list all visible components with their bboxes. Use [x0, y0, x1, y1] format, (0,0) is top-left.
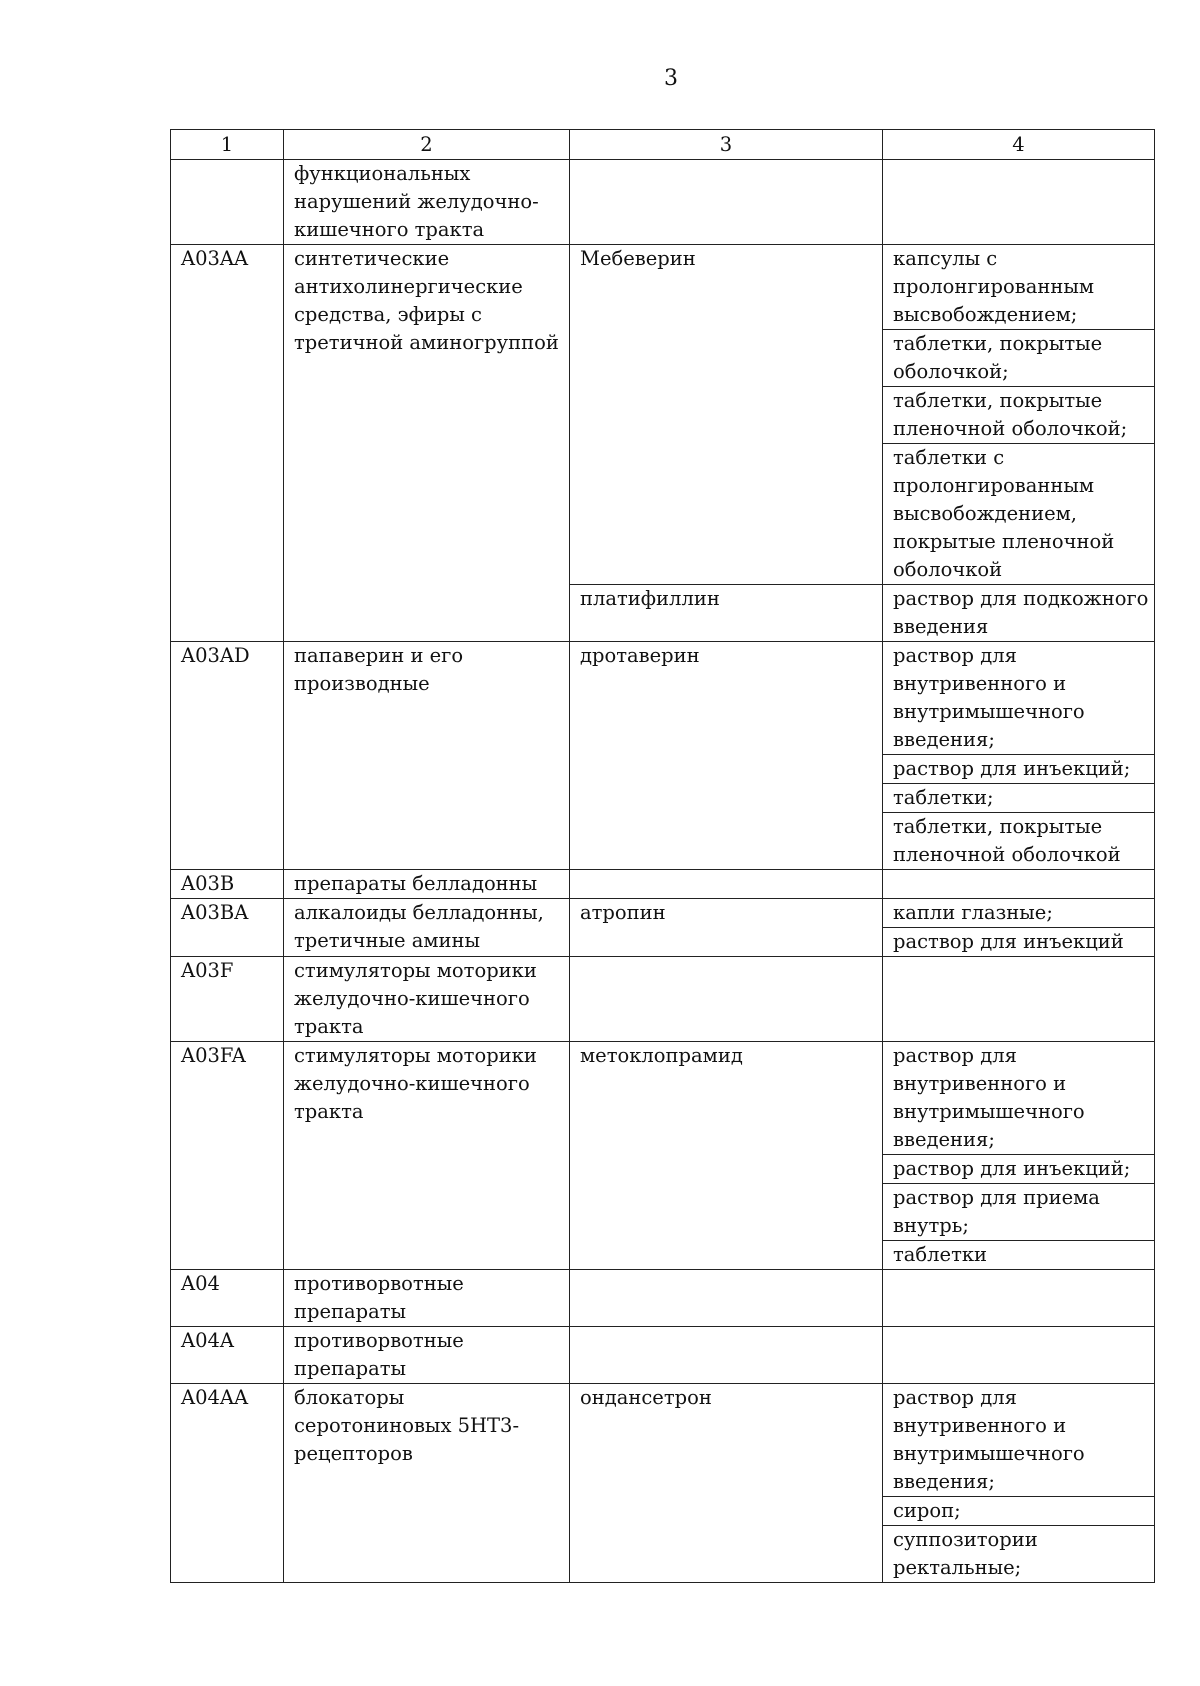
group-name-cell: стимуляторы моторики желудочно-кишечного тракта: [284, 1042, 570, 1270]
atc-code-cell: A03B: [171, 870, 284, 899]
dosage-form: суппозитории ректальные;: [883, 1525, 1154, 1582]
group-name-cell: противорвотные препараты: [284, 1270, 570, 1327]
dosage-form: раствор для приема внутрь;: [883, 1183, 1154, 1240]
substance-cell: ондансетрон: [570, 1384, 883, 1583]
substance-cell: Мебеверин: [570, 245, 883, 585]
dosage-form: раствор для инъекций;: [883, 754, 1154, 783]
dosage-form: капсулы с пролонгированным высвобождением;: [893, 247, 1095, 326]
substance-cell: метоклопрамид: [570, 1042, 883, 1270]
dosage-form: таблетки, покрытые пленочной оболочкой: [883, 812, 1154, 869]
dosage-form: раствор для внутривенного и внутримышечного введения;: [893, 1044, 1085, 1151]
substance-cell: [570, 957, 883, 1042]
atc-code-cell: A03FA: [171, 1042, 284, 1270]
dosage-forms-cell: [883, 585, 1155, 642]
dosage-form: раствор для инъекций;: [883, 1154, 1154, 1183]
group-name-cell: функциональных нарушений желудочно-кишечного тракта: [284, 160, 570, 245]
atc-code-cell: [171, 160, 284, 245]
dosage-form: таблетки, покрытые оболочкой;: [883, 329, 1154, 386]
table-row: [171, 1042, 1155, 1270]
substance-cell: атропин: [570, 899, 883, 957]
atc-code-cell: A03AA: [171, 245, 284, 642]
atc-code-cell: A04A: [171, 1327, 284, 1384]
dosage-form: таблетки, покрытые пленочной оболочкой;: [883, 386, 1154, 443]
group-name-cell: противорвотные препараты: [284, 1327, 570, 1384]
group-name-cell: препараты белладонны: [284, 870, 570, 899]
table-row: [171, 957, 1155, 1042]
table-row: [171, 1270, 1155, 1327]
atc-code-cell: A03BA: [171, 899, 284, 957]
group-name-cell: синтетические антихолинергические средства, эфиры с третичной аминогруппой: [284, 245, 570, 642]
column-header: 1: [171, 130, 284, 160]
table-row: [171, 642, 1155, 870]
group-name-cell: стимуляторы моторики желудочно-кишечного тракта: [284, 957, 570, 1042]
group-name-cell: папаверин и его производные: [284, 642, 570, 870]
dosage-forms-cell: [883, 957, 1155, 1042]
dosage-form: сироп;: [883, 1496, 1154, 1525]
table-row: [171, 1384, 1155, 1583]
dosage-forms-cell: [883, 1384, 1155, 1583]
page-number: 3: [664, 66, 678, 91]
dosage-forms-cell: [883, 870, 1155, 899]
column-header: 4: [883, 130, 1155, 160]
table-row: [171, 1327, 1155, 1384]
atc-code-cell: A04AA: [171, 1384, 284, 1583]
dosage-forms-cell: [883, 899, 1155, 957]
dosage-form: раствор для внутривенного и внутримышечного введения;: [893, 1386, 1085, 1493]
dosage-form: раствор для внутривенного и внутримышечного введения;: [893, 644, 1085, 751]
atc-code-cell: A04: [171, 1270, 284, 1327]
dosage-forms-cell: [883, 1327, 1155, 1384]
substance-cell: дротаверин: [570, 642, 883, 870]
drug-table: [170, 129, 1155, 1583]
substance-cell: [570, 1327, 883, 1384]
dosage-form: капли глазные;: [893, 901, 1053, 924]
group-name-cell: алкалоиды белладонны, третичные амины: [284, 899, 570, 957]
group-name-cell: блокаторы серотониновых 5HT3-рецепторов: [284, 1384, 570, 1583]
atc-code-cell: A03AD: [171, 642, 284, 870]
substance-cell: [570, 870, 883, 899]
table-row: [171, 899, 1155, 957]
dosage-form: раствор для подкожного введения: [893, 587, 1149, 638]
table-row: [171, 245, 1155, 585]
substance-cell: [570, 1270, 883, 1327]
column-header: 2: [284, 130, 570, 160]
dosage-forms-cell: [883, 642, 1155, 870]
table-row: [171, 870, 1155, 899]
column-header: 3: [570, 130, 883, 160]
dosage-form: таблетки: [883, 1240, 1154, 1269]
dosage-form: таблетки;: [883, 783, 1154, 812]
dosage-forms-cell: [883, 245, 1155, 585]
dosage-forms-cell: [883, 160, 1155, 245]
dosage-forms-cell: [883, 1270, 1155, 1327]
table-row: [171, 160, 1155, 245]
substance-cell: [570, 160, 883, 245]
dosage-forms-cell: [883, 1042, 1155, 1270]
dosage-form: таблетки с пролонгированным высвобождением, покрытые пленочной оболочкой: [883, 443, 1154, 584]
substance-cell: платифиллин: [570, 585, 883, 642]
dosage-form: раствор для инъекций: [883, 927, 1154, 956]
header-row: [171, 130, 1155, 160]
atc-code-cell: A03F: [171, 957, 284, 1042]
